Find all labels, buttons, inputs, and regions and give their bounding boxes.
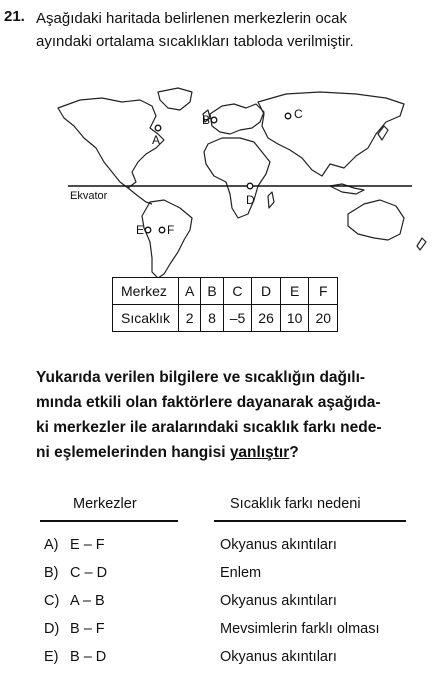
option-pair: C – D: [70, 565, 108, 581]
africa-shape: [204, 138, 270, 218]
center-e-label: E: [136, 223, 145, 237]
japan-shape: [378, 126, 388, 140]
north-america-shape: [58, 98, 164, 188]
question-line-start: ni eşlemelerinden hangisi: [36, 444, 230, 461]
reason-column-header: Sıcaklık farkı nedeni: [230, 496, 361, 512]
table-cell: 8: [201, 305, 223, 332]
equator-label: Ekvator: [70, 190, 108, 202]
center-d-label: D: [246, 193, 255, 207]
option-label: B): [44, 565, 59, 581]
option-label: A): [44, 537, 59, 553]
question-stem: [36, 365, 438, 465]
option-b[interactable]: [44, 565, 107, 581]
asia-shape: [258, 92, 404, 176]
table-cell: D: [252, 278, 281, 305]
option-label: D): [44, 621, 60, 637]
table-cell: –5: [223, 305, 252, 332]
reason-header-rule: [214, 520, 406, 522]
new-zealand-shape: [417, 238, 426, 250]
question-underlined-word: yanlıştır: [229, 444, 290, 461]
center-d-marker: [247, 183, 253, 189]
option-e-reason: Okyanus akıntıları: [220, 649, 337, 665]
question-intro: [36, 7, 438, 53]
option-c[interactable]: [44, 593, 105, 609]
temperature-table: [112, 277, 338, 332]
table-cell: 10: [280, 305, 309, 332]
table-cell: 2: [179, 305, 201, 332]
center-f-marker: [159, 227, 165, 233]
table-header-cell: Sıcaklık: [113, 305, 179, 332]
table-cell: F: [309, 278, 338, 305]
question-number: 21.: [4, 8, 25, 25]
central-america-shape: [128, 188, 152, 204]
center-c-marker: [285, 113, 291, 119]
table-cell: C: [223, 278, 252, 305]
table-cell: 26: [252, 305, 281, 332]
table-row: [113, 305, 338, 332]
center-f-label: F: [167, 223, 175, 237]
table-cell: B: [201, 278, 223, 305]
greenland-shape: [158, 88, 192, 110]
table-cell: E: [280, 278, 309, 305]
centers-header-rule: [40, 520, 178, 522]
europe-shape: [210, 104, 264, 134]
intro-line: ayındaki ortalama sıcaklıkları tabloda verilmiştir.: [36, 33, 354, 50]
table-row: [113, 278, 338, 305]
table-header-cell: Merkez: [113, 278, 179, 305]
question-line: mında etkili olan faktörlere dayanarak aşağıda-: [36, 394, 381, 411]
centers-column-header: Merkezler: [73, 496, 137, 512]
option-pair: B – D: [70, 649, 107, 665]
option-label: E): [44, 649, 59, 665]
center-e-marker: [145, 227, 151, 233]
option-pair: A – B: [70, 593, 105, 609]
table-cell: 20: [309, 305, 338, 332]
option-d-reason: Mevsimlerin farklı olması: [220, 621, 380, 637]
question-line: [36, 440, 438, 465]
option-d[interactable]: [44, 621, 105, 637]
option-pair: B – F: [70, 621, 105, 637]
center-a-label: A: [152, 133, 161, 147]
center-c-label: C: [294, 107, 303, 121]
question-line: Yukarıda verilen bilgilere ve sıcaklığın dağılı-: [36, 369, 366, 386]
center-b-label: B: [202, 113, 211, 127]
madagascar-shape: [268, 192, 274, 208]
center-b-marker: [211, 117, 217, 123]
option-e[interactable]: [44, 649, 106, 665]
table-cell: A: [179, 278, 201, 305]
intro-line: Aşağıdaki haritada belirlenen merkezlerin ocak: [36, 10, 348, 27]
question-mark: ?: [289, 444, 299, 461]
option-a[interactable]: [44, 537, 105, 553]
option-c-reason: Okyanus akıntıları: [220, 593, 337, 609]
south-america-shape: [142, 200, 192, 278]
center-a-marker: [155, 125, 161, 131]
world-map: [40, 78, 440, 278]
option-a-reason: Okyanus akıntıları: [220, 537, 337, 553]
australia-shape: [348, 200, 404, 240]
question-line: ki merkezler ile aralarındaki sıcaklık farkı nede-: [36, 419, 382, 436]
option-b-reason: Enlem: [220, 565, 262, 581]
option-pair: E – F: [70, 537, 105, 553]
option-label: C): [44, 593, 60, 609]
